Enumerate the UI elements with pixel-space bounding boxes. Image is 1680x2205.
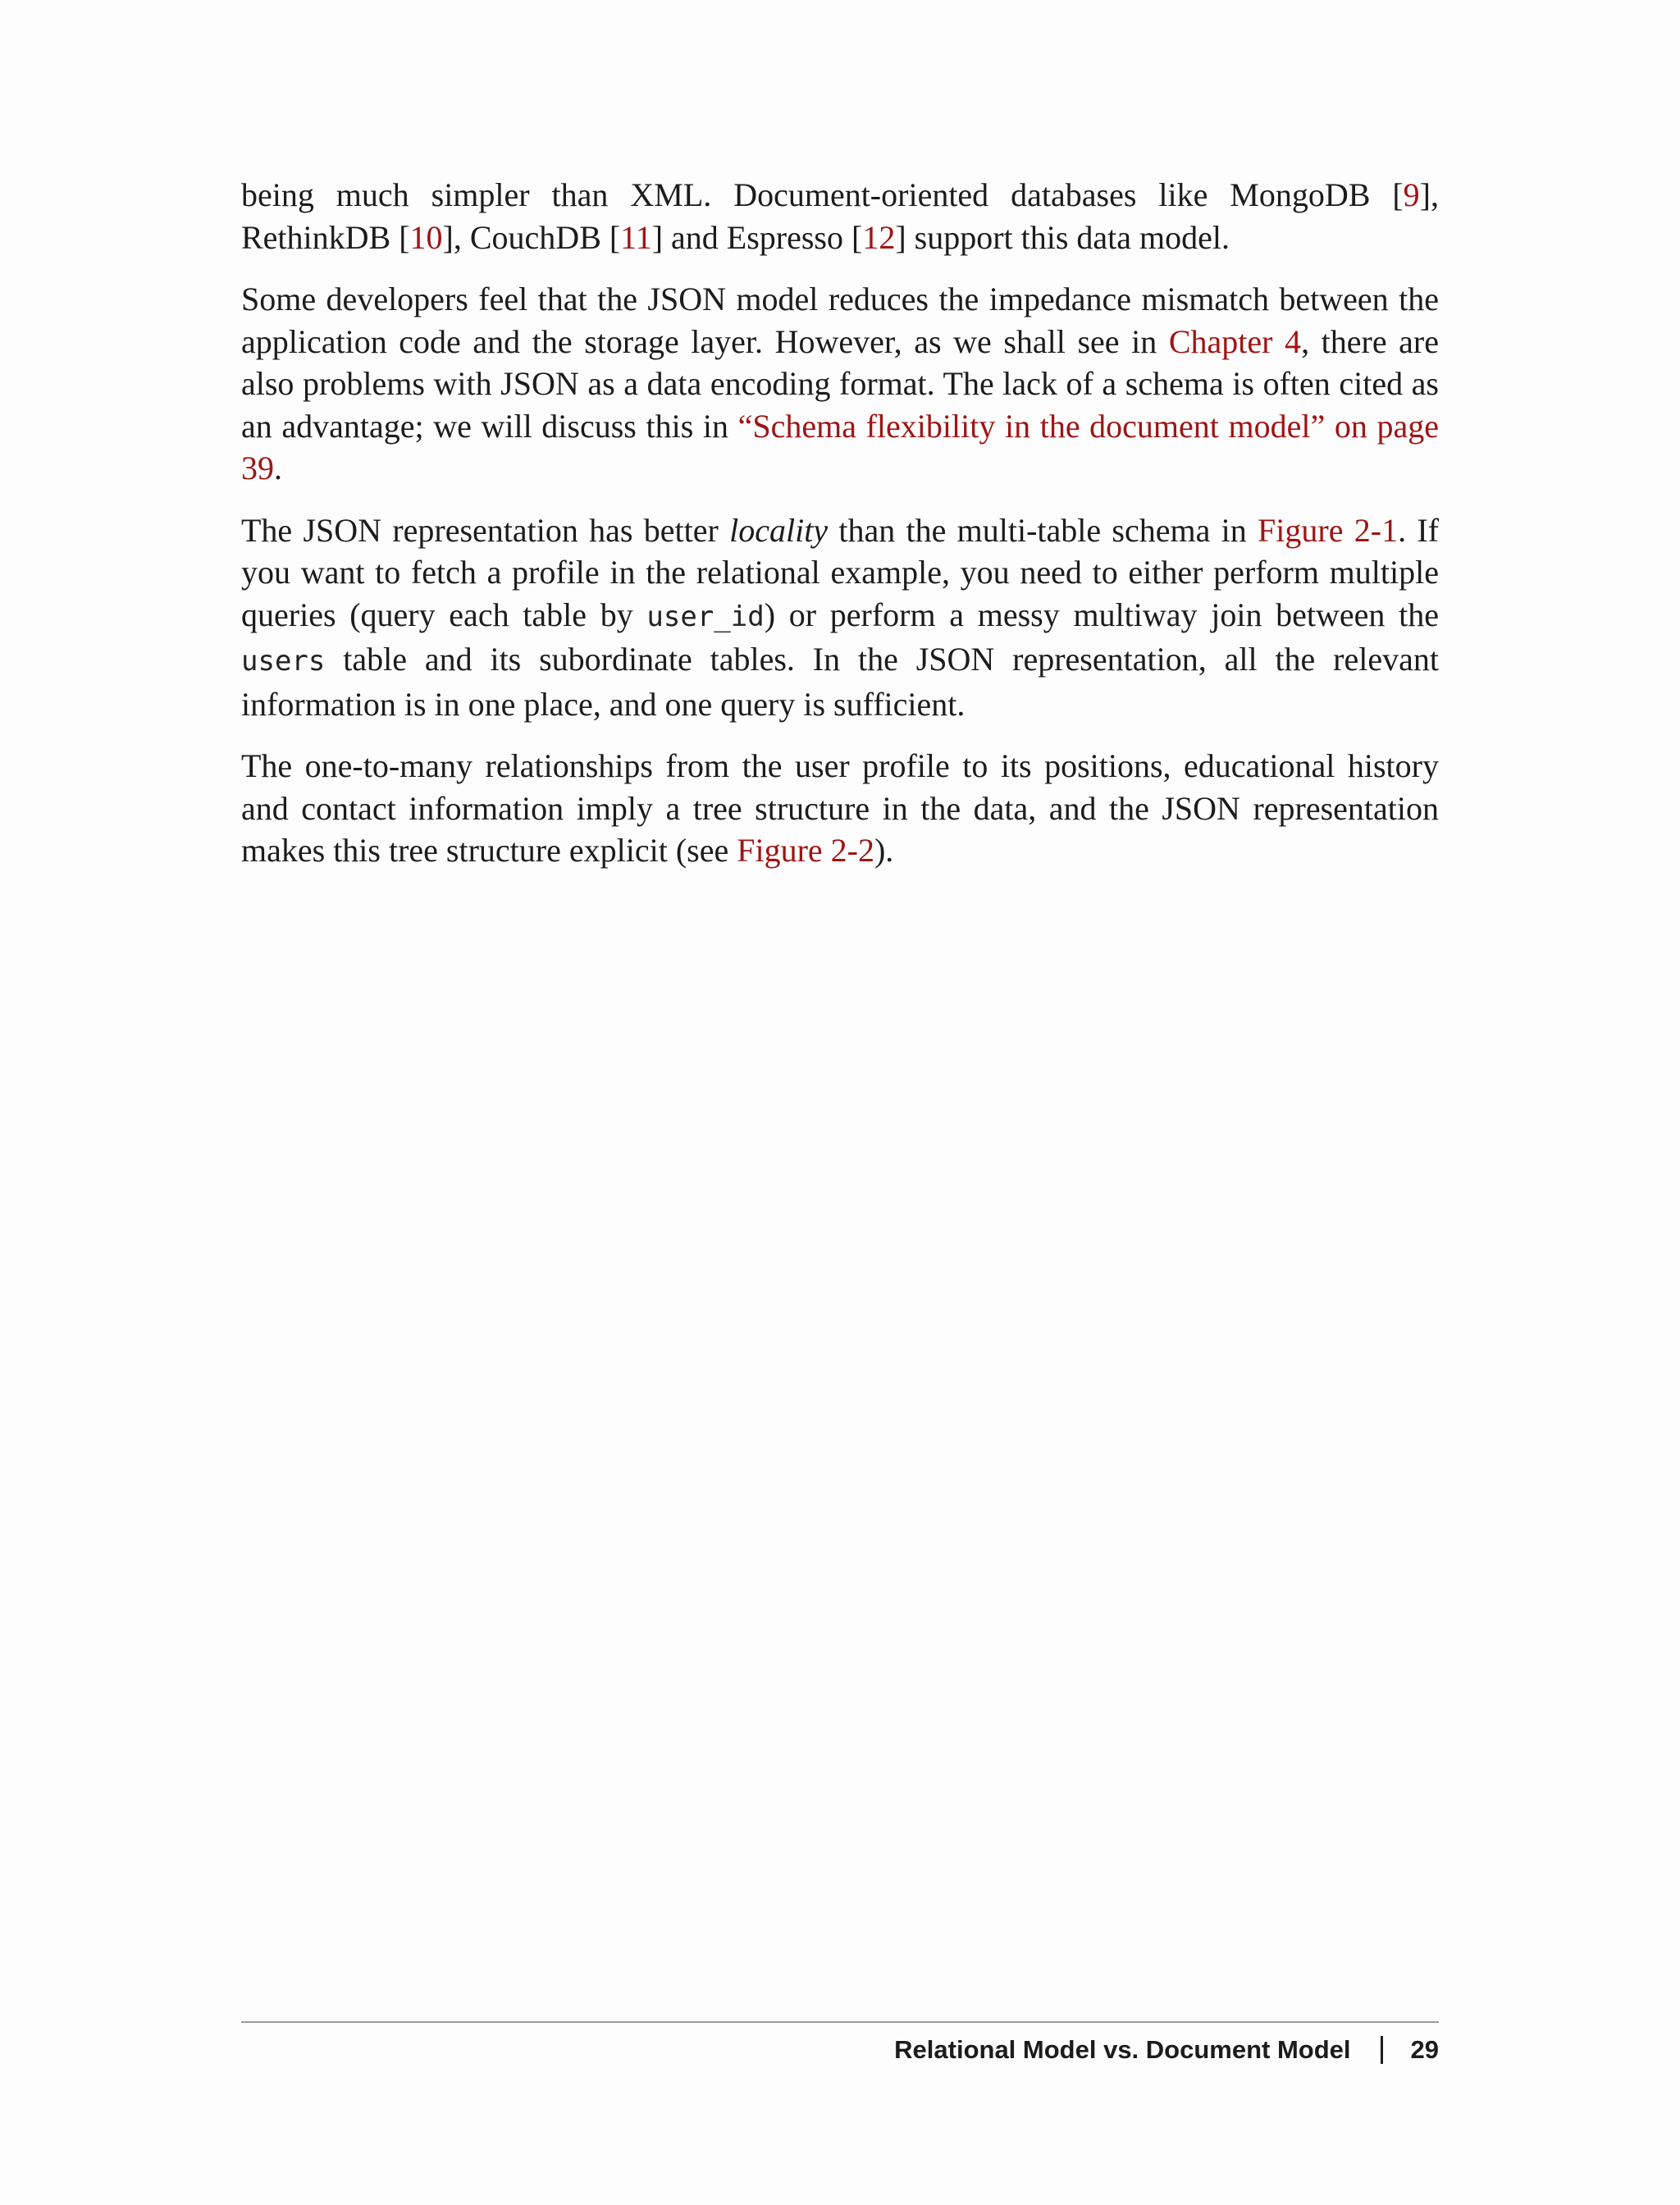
- text-run: The one-to-many relationships from the user profile to its positions, educational history and contact information imply a tree structure in the data, and the JSON representation makes this tree structure explicit (see: [241, 747, 1439, 869]
- reference-link-9[interactable]: 9: [1403, 176, 1420, 213]
- text-run: .: [274, 450, 282, 486]
- text-run: ], RethinkDB [: [241, 176, 1439, 256]
- text-run: ] support this data model.: [895, 218, 1230, 256]
- running-section-title: Relational Model vs. Document Model: [894, 2035, 1351, 2064]
- emphasis-locality: locality: [729, 511, 829, 549]
- figure-2-1-link[interactable]: Figure 2-1: [1258, 511, 1399, 549]
- text-run: ], CouchDB [: [442, 218, 621, 256]
- text-run: ).: [874, 832, 894, 869]
- code-user-id: user_id: [646, 600, 765, 633]
- text-run: being much simpler than XML. Document-oriented databases like MongoDB [: [241, 176, 1404, 213]
- paragraph-databases: [241, 174, 1439, 258]
- text-run: , there are also problems with JSON as a data encoding format. The lack of a schema is often cited as an advantage; we will discuss this in: [241, 322, 1440, 445]
- schema-flexibility-link[interactable]: “Schema flexibility in the document model” on page 39: [241, 407, 1439, 486]
- footer-separator: [1381, 2036, 1383, 2064]
- figure-2-2-link[interactable]: Figure 2-2: [737, 832, 874, 869]
- body-text: [241, 174, 1439, 892]
- page-number: 29: [1410, 2035, 1439, 2064]
- text-run: ) or perform a messy multiway join between the: [764, 596, 1440, 633]
- reference-link-11[interactable]: 11: [620, 218, 652, 256]
- footer-divider: [241, 2021, 1439, 2023]
- text-run: than the multi-table schema in: [828, 511, 1258, 549]
- paragraph-tree-structure: [241, 745, 1439, 872]
- text-run: ] and Espresso [: [651, 218, 863, 256]
- text-run: table and its subordinate tables. In the JSON representation, all the relevant information is in one place, and one query is sufficient.: [241, 641, 1439, 723]
- reference-link-10[interactable]: 10: [409, 218, 443, 256]
- code-users: users: [241, 645, 326, 678]
- paragraph-locality: [241, 509, 1439, 726]
- reference-link-12[interactable]: 12: [862, 218, 896, 256]
- text-run: . If you want to fetch a profile in the relational example, you need to either perform multiple queries (query each table by: [241, 511, 1440, 633]
- text-run: The JSON representation has better: [241, 511, 730, 549]
- chapter-4-link[interactable]: Chapter 4: [1168, 322, 1302, 360]
- page-footer: [241, 2029, 1439, 2070]
- text-run: Some developers feel that the JSON model reduces the impedance mismatch between the application code and the storage layer. However, as we shall see in: [241, 281, 1439, 360]
- paragraph-impedance-mismatch: [241, 278, 1439, 490]
